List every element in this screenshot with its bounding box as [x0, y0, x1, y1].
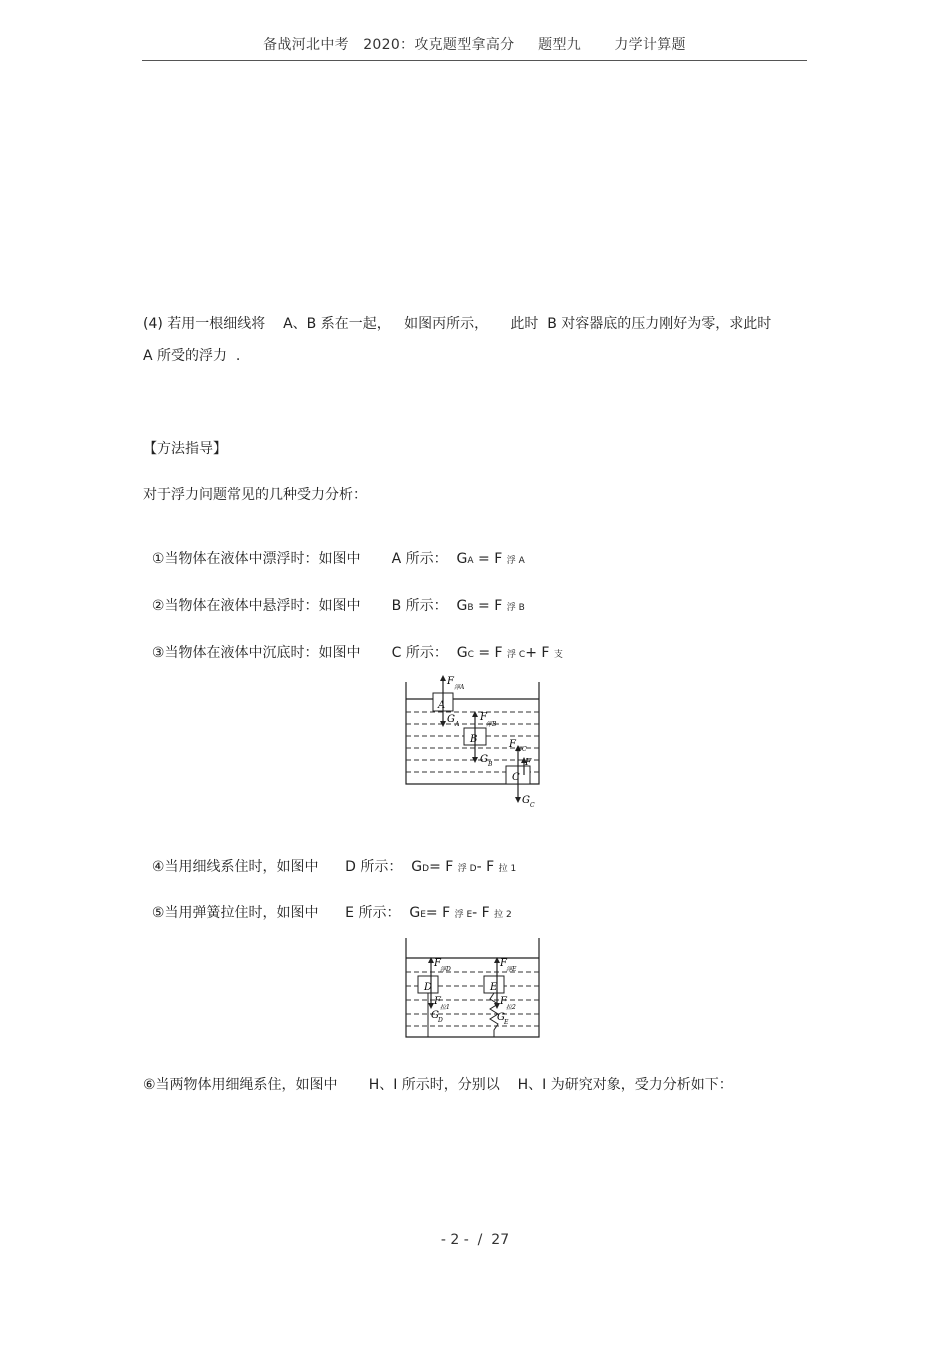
question-4-line-2: A 所受的浮力 . — [143, 348, 241, 364]
case-5-sub-3: 拉 2 — [494, 910, 512, 920]
case-2-suspend — [143, 579, 525, 615]
label-f-pull-1: F — [434, 996, 441, 1007]
method-intro: 对于浮力问题常见的几种受力分析： — [143, 487, 367, 503]
label-f-float-a-sub: 浮A — [454, 684, 465, 691]
case-3-sub-2: 浮 C — [507, 650, 526, 660]
case-3-text: ③当物体在液体中沉底时：如图中 C 所示： G — [151, 645, 468, 661]
question-4-line-1: (4) 若用一根细线将 A、B 系在一起， 如图丙所示， 此时 B 对容器底的压力刚好为零，求此时 — [143, 316, 772, 332]
case-3-mid-2: + F — [525, 645, 554, 661]
label-f-pull-2-sub: 拉2 — [506, 1004, 516, 1011]
label-g-d-sub: D — [438, 1017, 443, 1024]
page-number: - 2 - / 27 — [440, 1232, 510, 1248]
label-f-float-b-sub: 浮B — [486, 721, 497, 728]
label-g-a: G — [447, 714, 455, 725]
block-a-label: A — [438, 700, 446, 711]
case-4-text: ④当用细线系住时，如图中 D 所示： G — [151, 859, 423, 875]
case-1-float — [143, 532, 525, 568]
case-1-sub-2: 浮 A — [506, 556, 525, 566]
case-5-mid: = F — [425, 905, 455, 921]
label-g-e-sub: E — [504, 1019, 509, 1026]
label-f-float-e: F — [500, 958, 507, 969]
label-g-d: G — [431, 1010, 439, 1021]
case-3-mid: = F — [473, 645, 508, 661]
case-5-mid-2: - F — [472, 905, 495, 921]
case-4-mid-2: - F — [476, 859, 499, 875]
case-4-sub-2: 浮 D — [457, 864, 477, 874]
label-f-float-c-sub: 浮C — [516, 746, 527, 753]
case-2-sub-2: 浮 B — [506, 603, 525, 613]
case-1-sub-1: A — [467, 556, 474, 566]
case-1-text: ①当物体在液体中漂浮时：如图中 A 所示： G — [151, 551, 468, 567]
case-4-string — [143, 840, 516, 876]
case-1-mid: = F — [473, 551, 507, 567]
block-d-label: D — [424, 982, 433, 993]
case-4-sub-1: D — [422, 864, 430, 874]
label-g-b-sub: B — [488, 761, 493, 768]
label-f-float-b: F — [480, 712, 487, 723]
label-g-e: G — [497, 1012, 505, 1023]
block-c-label: C — [512, 772, 520, 783]
label-g-b: G — [480, 754, 488, 765]
label-g-a-sub: A — [455, 721, 460, 728]
case-2-text: ②当物体在液体中悬浮时：如图中 B 所示： G — [151, 598, 468, 614]
label-f-float-e-sub: 浮E — [506, 966, 517, 973]
buoyancy-figure-de — [400, 934, 545, 1040]
case-5-text: ⑤当用弹簧拉住时，如图中 E 所示： G — [151, 905, 421, 921]
block-e-label: E — [490, 982, 498, 993]
header-title: 备战河北中考 2020：攻克题型拿高分 题型九 力学计算题 — [263, 37, 686, 53]
label-g-c: G — [522, 795, 530, 806]
case-6-two-bodies: ⑥当两物体用细绳系住，如图中 H、I 所示时，分别以 H、I 为研究对象，受力分析如下： — [143, 1077, 733, 1093]
label-f-float-d-sub: 浮D — [440, 966, 451, 973]
case-2-sub-1: B — [467, 603, 474, 613]
label-f-support: F — [525, 758, 532, 768]
case-2-mid: = F — [473, 598, 507, 614]
case-4-mid: = F — [429, 859, 458, 875]
buoyancy-figure-abc — [400, 672, 550, 808]
label-f-float-d: F — [434, 958, 441, 969]
case-5-spring — [143, 886, 512, 922]
label-f-pull-1-sub: 拉1 — [440, 1004, 450, 1011]
method-heading: 【方法指导】 — [143, 441, 227, 457]
page-header — [142, 34, 807, 61]
label-f-pull-2: F — [500, 996, 507, 1007]
case-3-sub-3: 支 — [553, 650, 563, 660]
block-b-label: B — [470, 734, 478, 745]
case-3-sink — [143, 626, 563, 662]
case-5-sub-1: E — [420, 910, 426, 920]
case-3-sub-1: C — [467, 650, 474, 660]
label-f-float-c: F — [509, 739, 516, 750]
label-g-c-sub: C — [530, 802, 535, 808]
label-f-float-a: F — [447, 676, 454, 687]
case-5-sub-2: 浮 E — [454, 910, 473, 920]
case-4-sub-3: 拉 1 — [498, 864, 517, 874]
